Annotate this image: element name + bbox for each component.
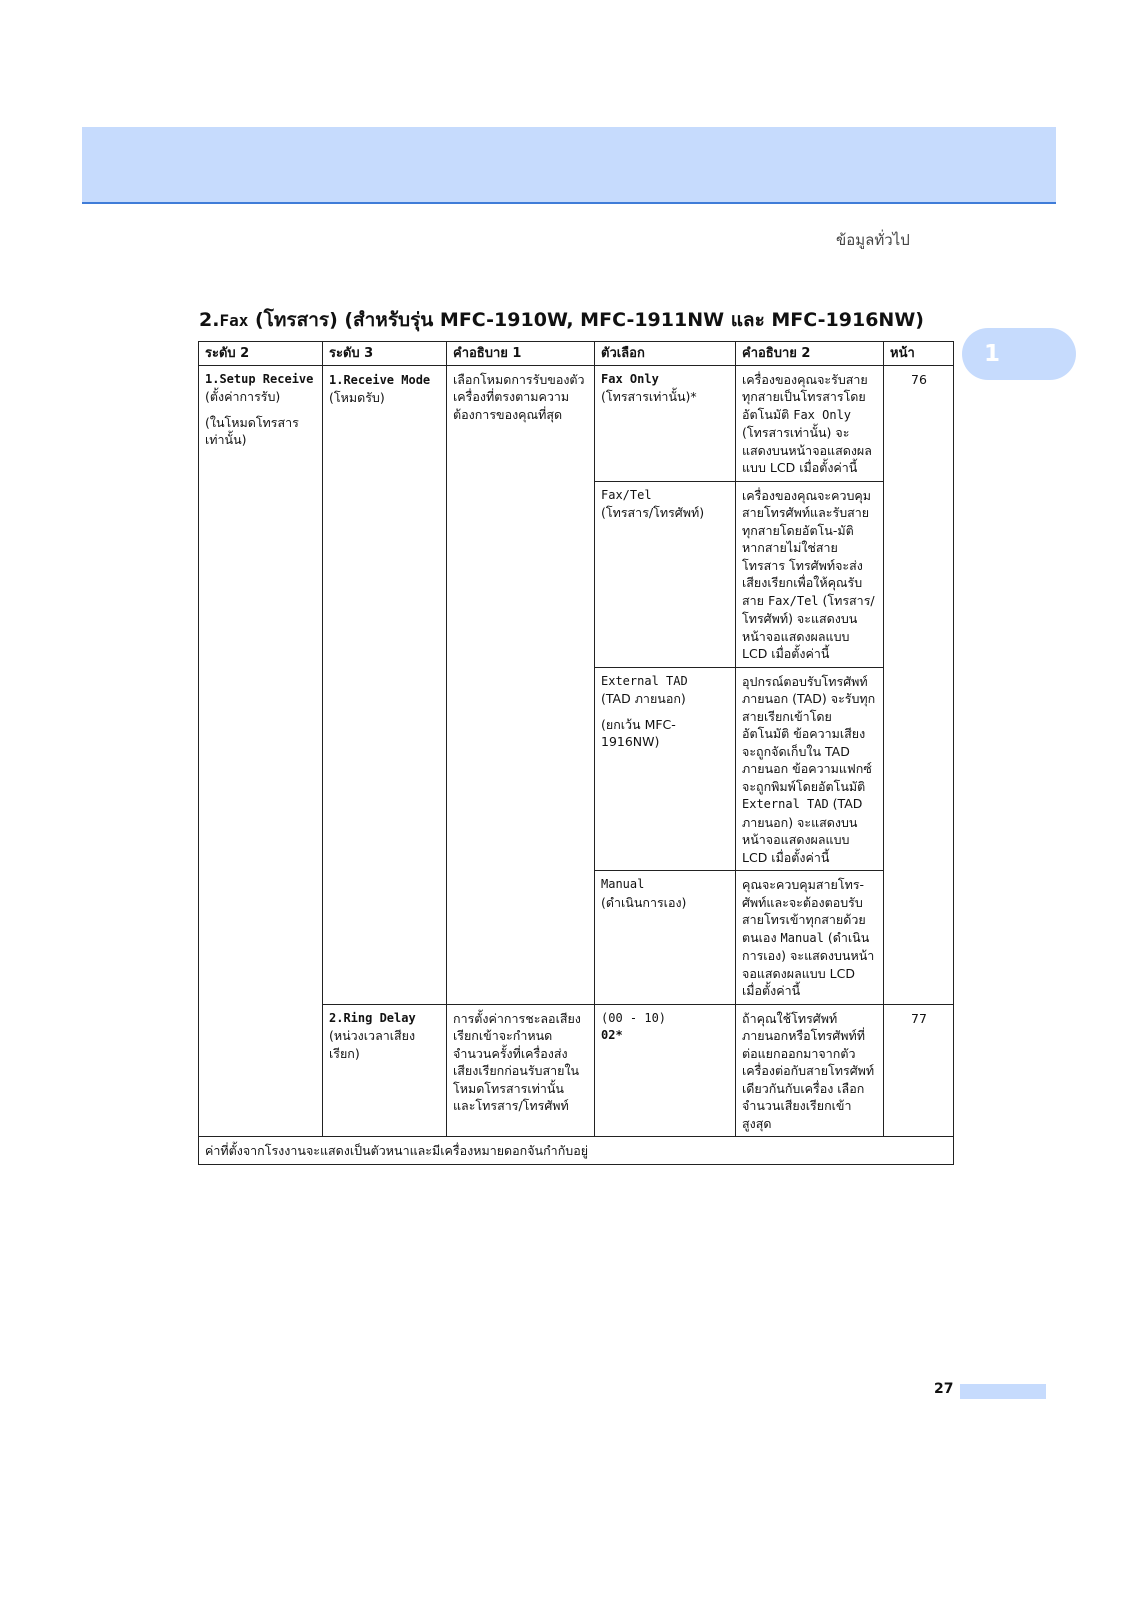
page-number-bar bbox=[960, 1384, 1046, 1399]
fax-only-desc-mono: Fax Only bbox=[793, 407, 852, 422]
level3-ring-delay-thai: (หน่วงเวลาเสียงเรียก) bbox=[329, 1028, 416, 1061]
option-fax-tel-thai: (โทรสาร/โทรศัพท์) bbox=[601, 505, 705, 520]
header-page: หน้า bbox=[884, 342, 954, 366]
chapter-tab: 1 bbox=[962, 328, 1076, 380]
external-tad-desc-text-2: (TAD ภายนอก) จะแสดงบนหน้าจอแสดงผลแบบ LCD เมื่อตั้งค่านี้ bbox=[742, 796, 863, 865]
level3-receive-mode-thai: (โหมดรับ) bbox=[329, 390, 385, 405]
manual-desc-text: คุณจะควบคุมสายโทร-ศัพท์และจะต้องตอบรับสายโทรเข้าทุกสายด้วยตนเอง bbox=[742, 877, 866, 945]
fax-tel-desc-text: เครื่องของคุณจะควบคุมสายโทรศัพท์และรับสายทุกสายโดยอัตโน-มัติ หากสายไม่ใช่สายโทรสาร โทรศัพท์จะส่งเสียงเรียกเพื่อให้คุณรับสาย bbox=[742, 487, 872, 608]
option-external-tad: External TAD bbox=[601, 673, 688, 688]
option-manual: Manual bbox=[601, 877, 645, 891]
ring-delay-default: 02* bbox=[601, 1028, 623, 1042]
option-cell bbox=[595, 667, 736, 871]
option-cell bbox=[595, 871, 736, 1005]
level3-receive-mode-cell bbox=[323, 365, 447, 1004]
heading-mono-label: Fax bbox=[219, 311, 249, 330]
ring-delay-description-2: ถ้าคุณใช้โทรศัพท์ภายนอกหรือโทรศัพท์ที่ต่อแยกออกมาจากตัวเครื่องต่อกับสายโทรศัพท์เดียวกันกับเครื่อง เลือกจำนวนเสียงเรียกเข้าสูงสุด bbox=[736, 1004, 884, 1137]
receive-mode-description: เลือกโหมดการรับของตัวเครื่องที่ตรงตามความต้องการของคุณที่สุด bbox=[447, 365, 595, 1004]
level2-fax-only-note: (ในโหมดโทรสาร เท่านั้น) bbox=[205, 414, 299, 447]
external-tad-desc-mono: External TAD bbox=[742, 797, 829, 811]
level2-setup-receive: 1.Setup Receive bbox=[205, 371, 314, 386]
header-description1: คำอธิบาย 1 bbox=[447, 342, 595, 366]
option-fax-only-thai: (โทรสารเท่านั้น)* bbox=[601, 389, 697, 404]
header-options: ตัวเลือก bbox=[595, 342, 736, 366]
fax-only-desc-text: เครื่องของคุณจะรับสายทุกสายเป็นโทรสารโดยอัตโนมัติ bbox=[742, 371, 868, 422]
ring-delay-options-cell bbox=[595, 1004, 736, 1137]
option-cell bbox=[595, 365, 736, 481]
header-description2: คำอธิบาย 2 bbox=[736, 342, 884, 366]
heading-number: 2. bbox=[199, 309, 220, 331]
page-number: 27 bbox=[934, 1381, 954, 1397]
section-heading bbox=[199, 305, 924, 335]
manual-desc-text-2: (ดำเนินการเอง) จะแสดงบนหน้าจอแสดงผลแบบ LCD เมื่อตั้งค่านี้ bbox=[742, 929, 875, 998]
table-footnote-row bbox=[199, 1137, 954, 1165]
fax-tel-desc-mono: Fax/Tel bbox=[767, 593, 819, 608]
fax-tel-desc-text-2: (โทรสาร/โทรศัพท์) จะแสดงบนหน้าจอแสดงผลแบบ LCD เมื่อตั้งค่านี้ bbox=[742, 592, 875, 661]
level2-thai-label: (ตั้งค่าการรับ) bbox=[205, 389, 281, 404]
option-description bbox=[736, 481, 884, 667]
option-description bbox=[736, 871, 884, 1005]
level3-ring-delay-cell bbox=[323, 1004, 447, 1137]
level2-cell bbox=[199, 365, 323, 1137]
option-manual-thai: (ดำเนินการเอง) bbox=[601, 894, 687, 910]
top-header-band bbox=[82, 127, 1056, 204]
level3-receive-mode: 1.Receive Mode bbox=[329, 372, 431, 387]
header-level2: ระดับ 2 bbox=[199, 342, 323, 366]
option-external-tad-note: (ยกเว้น MFC-1916NW) bbox=[601, 716, 676, 749]
header-level3: ระดับ 3 bbox=[323, 342, 447, 366]
level3-ring-delay: 2.Ring Delay bbox=[329, 1010, 416, 1025]
option-fax-only: Fax Only bbox=[601, 371, 659, 386]
section-header-title: ข้อมูลทั่วไป bbox=[836, 231, 910, 249]
heading-text: (โทรสาร) (สำหรับรุ่น MFC-1910W, MFC-1911NW และ MFC-1916NW) bbox=[248, 309, 924, 331]
page-ref-77: 77 bbox=[884, 1004, 954, 1137]
page-ref-76: 76 bbox=[884, 365, 954, 1004]
table-footnote: ค่าที่ตั้งจากโรงงานจะแสดงเป็นตัวหนาและมีเครื่องหมายดอกจันกำกับอยู่ bbox=[199, 1137, 954, 1165]
manual-desc-mono: Manual bbox=[780, 930, 824, 945]
fax-only-desc-text-2: (โทรสารเท่านั้น) จะแสดงบนหน้าจอแสดงผลแบบ LCD เมื่อตั้งค่านี้ bbox=[742, 425, 872, 475]
option-fax-tel: Fax/Tel bbox=[601, 487, 652, 502]
table-header-row bbox=[199, 342, 954, 366]
option-external-tad-thai: (TAD ภายนอก) bbox=[601, 691, 686, 706]
menu-settings-table bbox=[198, 341, 954, 1165]
option-description bbox=[736, 365, 884, 481]
external-tad-desc-text: อุปกรณ์ตอบรับโทรศัพท์ภายนอก (TAD) จะรับทุกสายเรียกเข้าโดยอัตโนมัติ ข้อความเสียงจะถูกจัดเก็บใน TAD ภายนอก ข้อความแฟกซ์จะถูกพิมพ์โดยอัตโนมัติ bbox=[742, 673, 876, 794]
table-row bbox=[199, 365, 954, 481]
ring-delay-range: (00 - 10) bbox=[601, 1010, 667, 1025]
option-description bbox=[736, 667, 884, 871]
option-cell bbox=[595, 481, 736, 667]
ring-delay-description: การตั้งค่าการชะลอเสียงเรียกเข้าจะกำหนดจำนวนครั้งที่เครื่องส่งเสียงเรียกก่อนรับสายในโหมดโทรสารเท่านั้น และโทรสาร/โทรศัพท์ bbox=[447, 1004, 595, 1137]
